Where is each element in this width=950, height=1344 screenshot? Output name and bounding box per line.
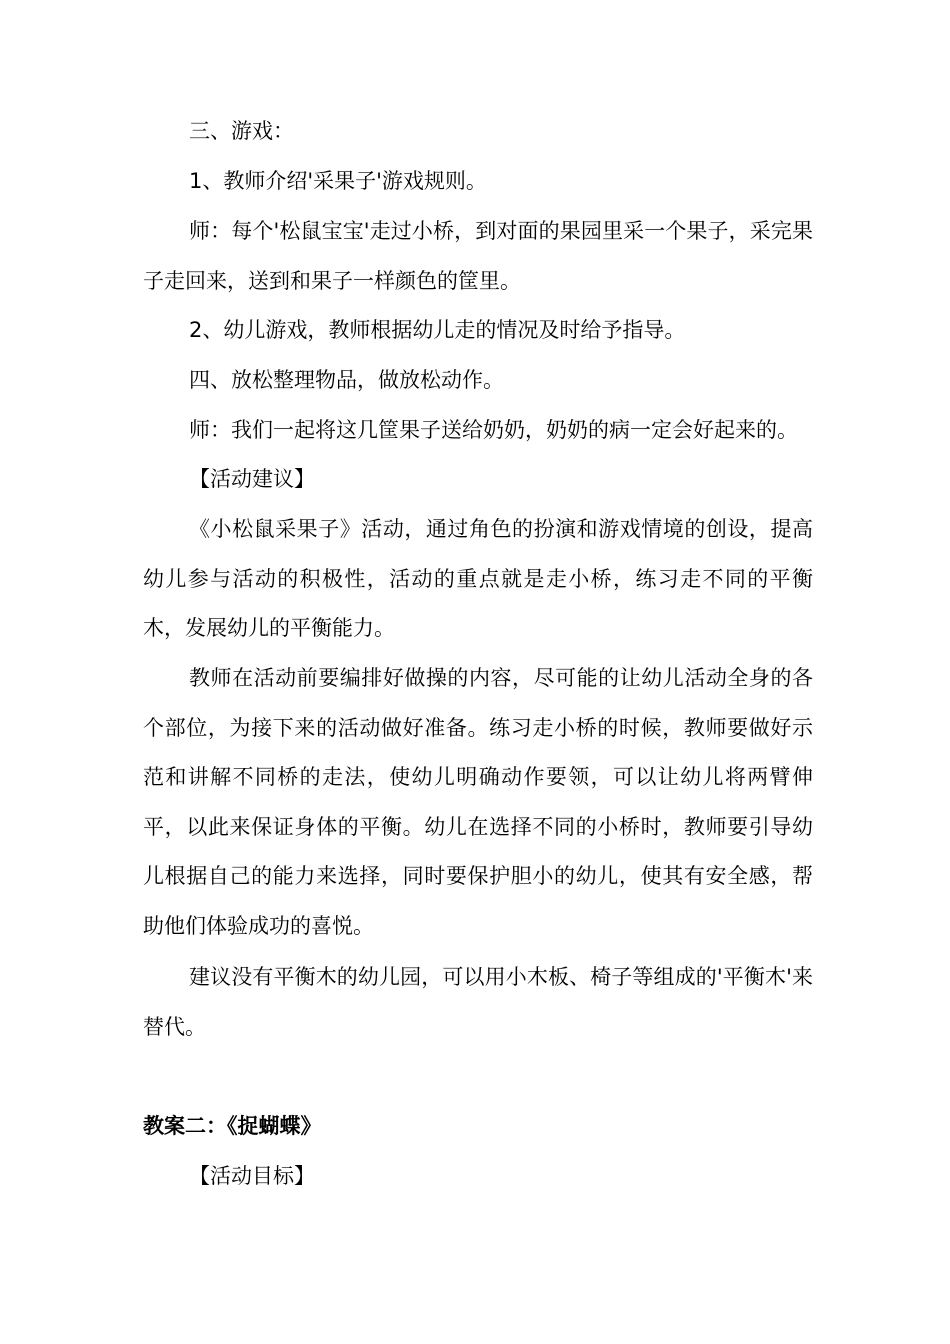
- heading-relax: 四、放松整理物品，做放松动作。: [189, 368, 504, 392]
- paragraph-teacher-closing: 师：我们一起将这几筐果子送给奶奶，奶奶的病一定会好起来的。: [189, 418, 798, 442]
- paragraph-child-game: 2、幼儿游戏，教师根据幼儿走的情况及时给予指导。: [189, 318, 686, 342]
- heading-activity-suggestions: 【活动建议】: [189, 467, 315, 491]
- paragraph-game-rules: 1、教师介绍'采果子'游戏规则。: [189, 169, 487, 193]
- heading-activity-goals: 【活动目标】: [189, 1164, 315, 1188]
- paragraph-suggestion-2: 教师在活动前要编排好做操的内容，尽可能的让幼儿活动全身的各个部位，为接下来的活动做好准备。练习走小桥的时候，教师要做好示范和讲解不同桥的走法，使幼儿明确动作要领，可以让幼儿将两臂伸平，以此来保证身体的平衡。幼儿在选择不同的小桥时，教师要引导幼儿根据自己的能力来选择，同时要保护胆小的幼儿，使其有安全感，帮助他们体验成功的喜悦。: [143, 666, 813, 938]
- paragraph-suggestion-3: 建议没有平衡木的幼儿园，可以用小木板、椅子等组成的'平衡木'来替代。: [143, 965, 813, 1039]
- paragraph-suggestion-1: 《小松鼠采果子》活动，通过角色的扮演和游戏情境的创设，提高幼儿参与活动的积极性，活动的重点就是走小桥，练习走不同的平衡木，发展幼儿的平衡能力。: [143, 517, 813, 640]
- heading-games: 三、游戏：: [189, 119, 294, 143]
- section-title: 教案二：《捉蝴蝶》: [143, 1114, 322, 1138]
- paragraph-teacher-instruction: 师：每个'松鼠宝宝'走过小桥，到对面的果园里采一个果子，采完果子走回来，送到和果子一样颜色的筐里。: [143, 219, 813, 293]
